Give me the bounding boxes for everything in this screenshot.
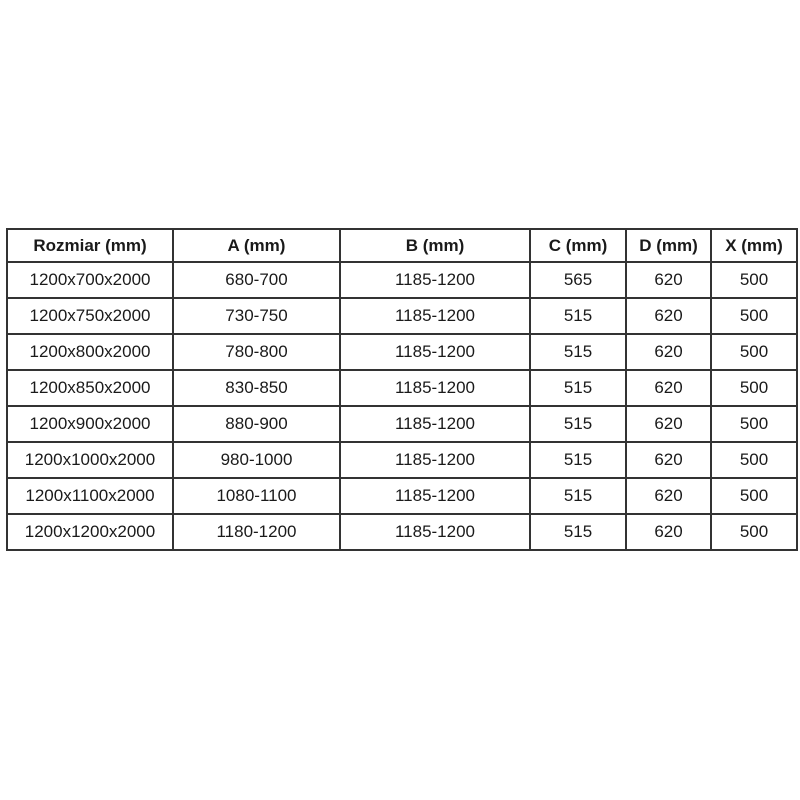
table-cell: 880-900: [173, 406, 340, 442]
table-cell: 1200x850x2000: [7, 370, 173, 406]
table-row: [7, 478, 797, 514]
table-row: [7, 514, 797, 550]
table-cell: 620: [626, 514, 711, 550]
table-body: [7, 262, 797, 550]
column-header-b: B (mm): [340, 229, 530, 262]
table-cell: 500: [711, 334, 797, 370]
table-cell: 500: [711, 514, 797, 550]
table-cell: 980-1000: [173, 442, 340, 478]
table-cell: 500: [711, 406, 797, 442]
dimensions-table: [6, 228, 798, 551]
column-header-d: D (mm): [626, 229, 711, 262]
table-cell: 515: [530, 514, 626, 550]
table-cell: 1200x900x2000: [7, 406, 173, 442]
table-cell: 620: [626, 406, 711, 442]
table-cell: 620: [626, 334, 711, 370]
table-cell: 500: [711, 370, 797, 406]
table-cell: 500: [711, 262, 797, 298]
table-cell: 1185-1200: [340, 370, 530, 406]
table-cell: 1185-1200: [340, 478, 530, 514]
table-cell: 515: [530, 478, 626, 514]
table-cell: 1200x800x2000: [7, 334, 173, 370]
table-cell: 565: [530, 262, 626, 298]
table-header-row: [7, 229, 797, 262]
table-cell: 1200x750x2000: [7, 298, 173, 334]
table-cell: 1200x1000x2000: [7, 442, 173, 478]
table-row: [7, 370, 797, 406]
table-cell: 515: [530, 442, 626, 478]
table-cell: 620: [626, 370, 711, 406]
table-cell: 780-800: [173, 334, 340, 370]
table-cell: 515: [530, 298, 626, 334]
table-cell: 1200x1100x2000: [7, 478, 173, 514]
column-header-c: C (mm): [530, 229, 626, 262]
column-header-rozmiar: Rozmiar (mm): [7, 229, 173, 262]
table-cell: 620: [626, 298, 711, 334]
table-cell: 515: [530, 334, 626, 370]
column-header-a: A (mm): [173, 229, 340, 262]
table-row: [7, 298, 797, 334]
table-cell: 1185-1200: [340, 298, 530, 334]
table-cell: 515: [530, 370, 626, 406]
table-cell: 500: [711, 442, 797, 478]
column-header-x: X (mm): [711, 229, 797, 262]
table-row: [7, 406, 797, 442]
table-cell: 1185-1200: [340, 514, 530, 550]
table-cell: 620: [626, 478, 711, 514]
table-cell: 620: [626, 262, 711, 298]
table-cell: 620: [626, 442, 711, 478]
table-row: [7, 262, 797, 298]
table-cell: 1185-1200: [340, 406, 530, 442]
table-cell: 500: [711, 478, 797, 514]
table-cell: 1200x1200x2000: [7, 514, 173, 550]
table-row: [7, 334, 797, 370]
table-cell: 1200x700x2000: [7, 262, 173, 298]
table-cell: 1180-1200: [173, 514, 340, 550]
table-cell: 1080-1100: [173, 478, 340, 514]
table-cell: 830-850: [173, 370, 340, 406]
table-cell: 1185-1200: [340, 262, 530, 298]
table-row: [7, 442, 797, 478]
table-cell: 1185-1200: [340, 442, 530, 478]
table-cell: 730-750: [173, 298, 340, 334]
table-cell: 515: [530, 406, 626, 442]
table-cell: 500: [711, 298, 797, 334]
table-cell: 680-700: [173, 262, 340, 298]
table-cell: 1185-1200: [340, 334, 530, 370]
